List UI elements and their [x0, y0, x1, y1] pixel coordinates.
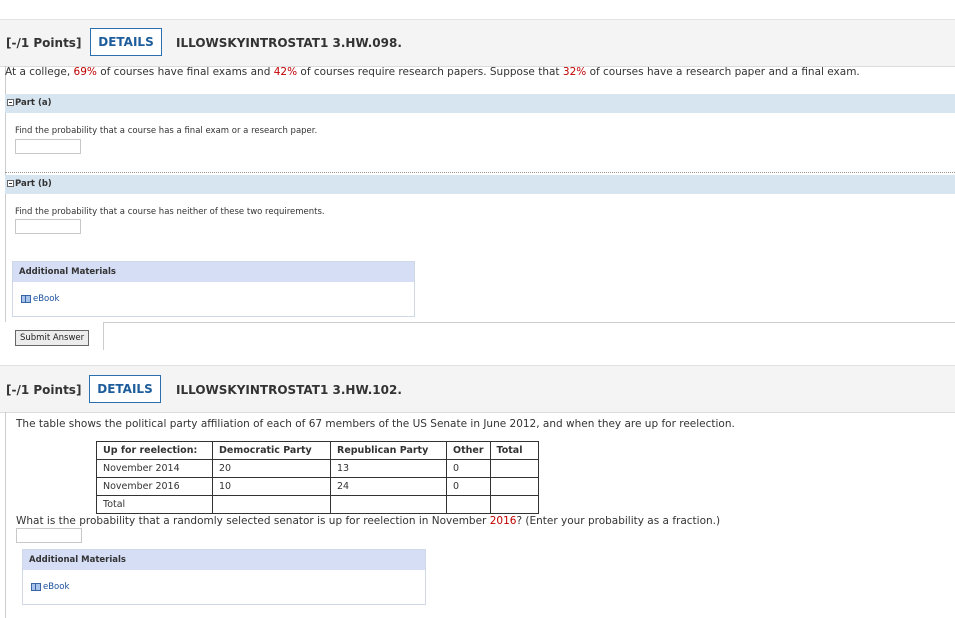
answer-input[interactable] [16, 528, 82, 543]
submit-answer-button[interactable]: Submit Answer [15, 330, 89, 346]
ebook-label: eBook [43, 582, 70, 592]
book-icon [21, 295, 31, 303]
table-cell: 20 [213, 460, 331, 478]
table-cell [447, 496, 491, 514]
additional-materials [22, 549, 426, 605]
table-cell: 10 [213, 478, 331, 496]
additional-materials [12, 261, 415, 317]
table-cell: November 2016 [97, 478, 213, 496]
part-b-header[interactable] [5, 175, 955, 194]
table-row [97, 496, 539, 514]
details-button[interactable]: DETAILS [89, 375, 161, 403]
table-cell [213, 496, 331, 514]
submit-divider [103, 322, 955, 323]
additional-materials-header [23, 550, 425, 570]
points-label: [-/1 Points] [6, 383, 82, 397]
question-text: What is the probability that a randomly selected senator is up for reelection in November 2016? (Enter your probability as a fraction.) [16, 515, 721, 527]
ebook-link[interactable] [21, 294, 59, 304]
part-divider [5, 172, 955, 173]
part-b-label: Part (b) [15, 179, 52, 189]
part-b-prompt: Find the probability that a course has neither of these two requirements. [15, 207, 325, 217]
table-header: Democratic Party [213, 442, 331, 460]
points-label: [-/1 Points] [6, 36, 82, 50]
table-cell: 13 [331, 460, 447, 478]
part-b-answer-input[interactable] [15, 219, 81, 234]
question-text: At a college, 69% of courses have final exams and 42% of courses require research papers. Suppose that 32% of courses have a research paper and a final exam. [5, 66, 860, 78]
additional-materials-title: Additional Materials [29, 555, 126, 565]
question-id: ILLOWSKYINTROSTAT1 3.HW.098. [176, 36, 402, 50]
table-header: Republican Party [331, 442, 447, 460]
details-button[interactable]: DETAILS [90, 28, 162, 56]
table-cell: Total [97, 496, 213, 514]
senate-table [96, 441, 539, 514]
table-cell [490, 460, 538, 478]
table-cell [490, 478, 538, 496]
ebook-label: eBook [33, 294, 60, 304]
submit-divider-v [103, 322, 104, 350]
part-a-prompt: Find the probability that a course has a final exam or a research paper. [15, 126, 318, 136]
part-a-header[interactable] [5, 94, 955, 113]
ebook-link[interactable] [31, 582, 69, 592]
part-a-label: Part (a) [15, 98, 52, 108]
table-cell [490, 496, 538, 514]
book-icon [31, 583, 41, 591]
table-cell [331, 496, 447, 514]
additional-materials-header [13, 262, 414, 282]
left-divider [5, 412, 6, 618]
additional-materials-title: Additional Materials [19, 267, 116, 277]
collapse-icon[interactable] [7, 99, 14, 106]
collapse-icon[interactable] [7, 180, 14, 187]
table-cell: November 2014 [97, 460, 213, 478]
table-row [97, 460, 539, 478]
table-header: Up for reelection: [97, 442, 213, 460]
table-cell: 0 [447, 460, 491, 478]
table-header: Total [490, 442, 538, 460]
table-cell: 0 [447, 478, 491, 496]
table-header: Other [447, 442, 491, 460]
table-row [97, 478, 539, 496]
question-id: ILLOWSKYINTROSTAT1 3.HW.102. [176, 383, 402, 397]
table-cell: 24 [331, 478, 447, 496]
table-header-row [97, 442, 539, 460]
part-a-answer-input[interactable] [15, 139, 81, 154]
question-intro: The table shows the political party affiliation of each of 67 members of the US Senate in June 2012, and when they are up for reelection. [16, 418, 735, 430]
